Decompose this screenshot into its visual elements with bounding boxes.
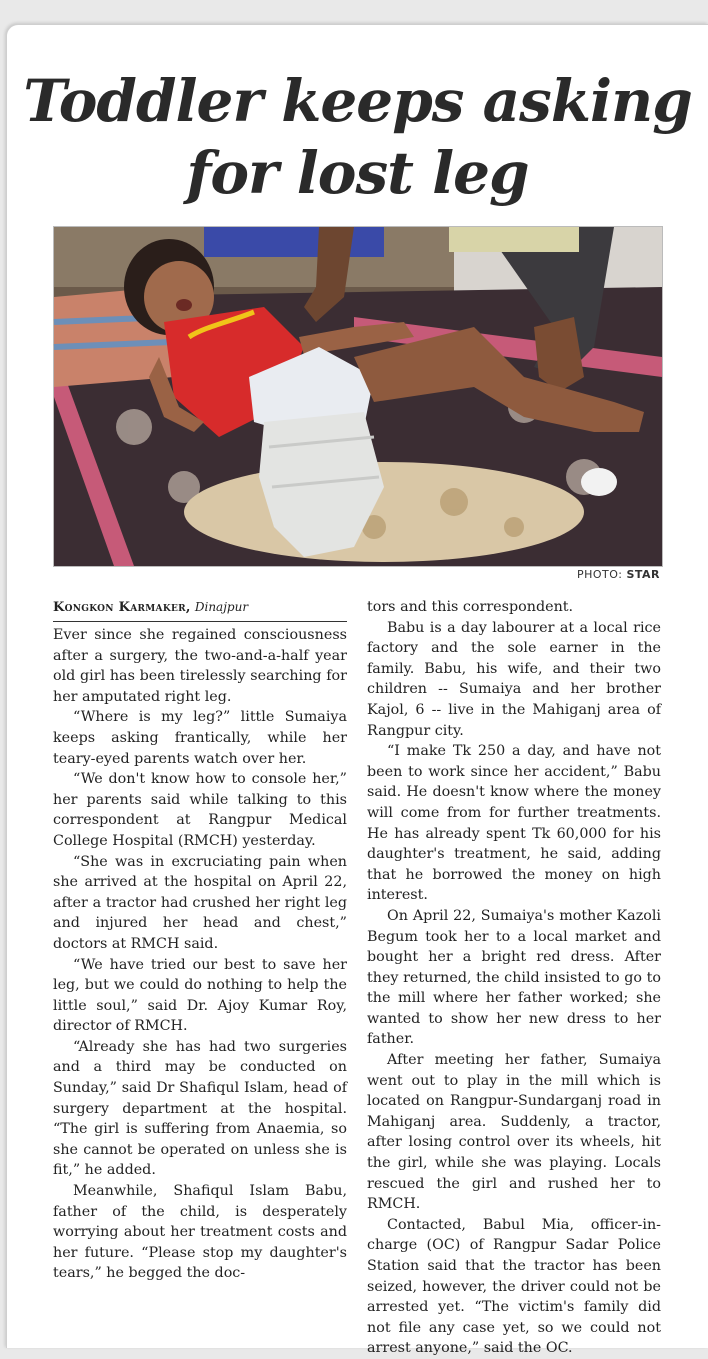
article-paragraph: “Already she has had two surgeries and a third may be conducted on Sunday,” said Dr Shafiqul Islam, head of surgery department at the hospital. “The girl is suffering from Anaemia, so she cannot be operated on unless she is fit,” he added. [53, 1038, 347, 1179]
article-paragraph: Meanwhile, Shafiqul Islam Babu, father of the child, is desperately worrying about her treatment costs and her future. “Please stop my daughter's tears,” he begged the doc- [53, 1183, 347, 1282]
headline: Toddler keeps asking for lost leg [23, 67, 692, 207]
article-paragraph: Babu is a day labourer at a local rice factory and the sole earner in the family. Babu, his wife, and their two children -- Sumaiya and her brother Kajol, 6 -- live in the Mahiganj area of Rangpur city. [367, 619, 661, 739]
article-paragraph: “I make Tk 250 a day, and have not been to work since her accident,” Babu said. He doesn't know where the money will come from for further treatments. He has already spent Tk 60,000 for his daughter's treatment, he said, adding that he borrowed the money on high interest. [367, 743, 661, 904]
article-paragraph: tors and this correspondent. [367, 599, 574, 615]
photo-credit-source: STAR [626, 568, 660, 581]
byline-location: Dinajpur [194, 600, 249, 614]
article-paragraph: “We don't know how to console her,” her parents said while talking to this correspondent at Rangpur Medical College Hospital (RMCH) yesterday. [53, 771, 347, 849]
article-column-left [53, 597, 347, 1284]
photo-credit-label: PHOTO: [576, 568, 623, 581]
article-column-right [367, 597, 661, 1359]
article-paragraph: Contacted, Babul Mia, officer-in-charge (OC) of Rangpur Sadar Police Station said that the tractor has been seized, however, the driver could not be arrested yet. “The victim's family did not file any case yet, so we could not arrest anyone,” said the OC. [367, 1216, 661, 1357]
article-paragraph: “We have tried our best to save her leg, but we could do nothing to help the little soul,” said Dr. Ajoy Kumar Roy, director of RMCH. [53, 956, 347, 1035]
article-paragraph: “Where is my leg?” little Sumaiya keeps asking frantically, while her teary-eyed parents watch over her. [53, 709, 347, 767]
article-paragraph: Ever since she regained consciousness after a surgery, the two-and-a-half year old girl has been tirelessly searching for her amputated right leg. [53, 627, 347, 705]
byline [53, 597, 347, 622]
news-photo [53, 226, 663, 567]
article-paragraph: After meeting her father, Sumaiya went out to play in the mill which is located on Rangpur-Sundarganj road in Mahiganj area. Suddenly, a tractor, after losing control over its wheels, hit the girl, while she was playing. Locals rescued the girl and rushed her to RMCH. [367, 1052, 661, 1213]
photo-illustration [54, 227, 662, 566]
article-paragraph: “She was in excruciating pain when she arrived at the hospital on April 22, after a tractor had crushed her right leg and injured her head and chest,” doctors at RMCH said. [53, 853, 347, 952]
photo-credit [577, 568, 660, 581]
byline-author: Kongkon Karmaker, [53, 600, 191, 615]
article-paragraph: On April 22, Sumaiya's mother Kazoli Begum took her to a local market and bought her a bright red dress. After they returned, the child insisted to go to the mill where her father worked; she wanted to show her new dress to her father. [367, 907, 661, 1048]
newspaper-clipping [6, 24, 708, 1357]
